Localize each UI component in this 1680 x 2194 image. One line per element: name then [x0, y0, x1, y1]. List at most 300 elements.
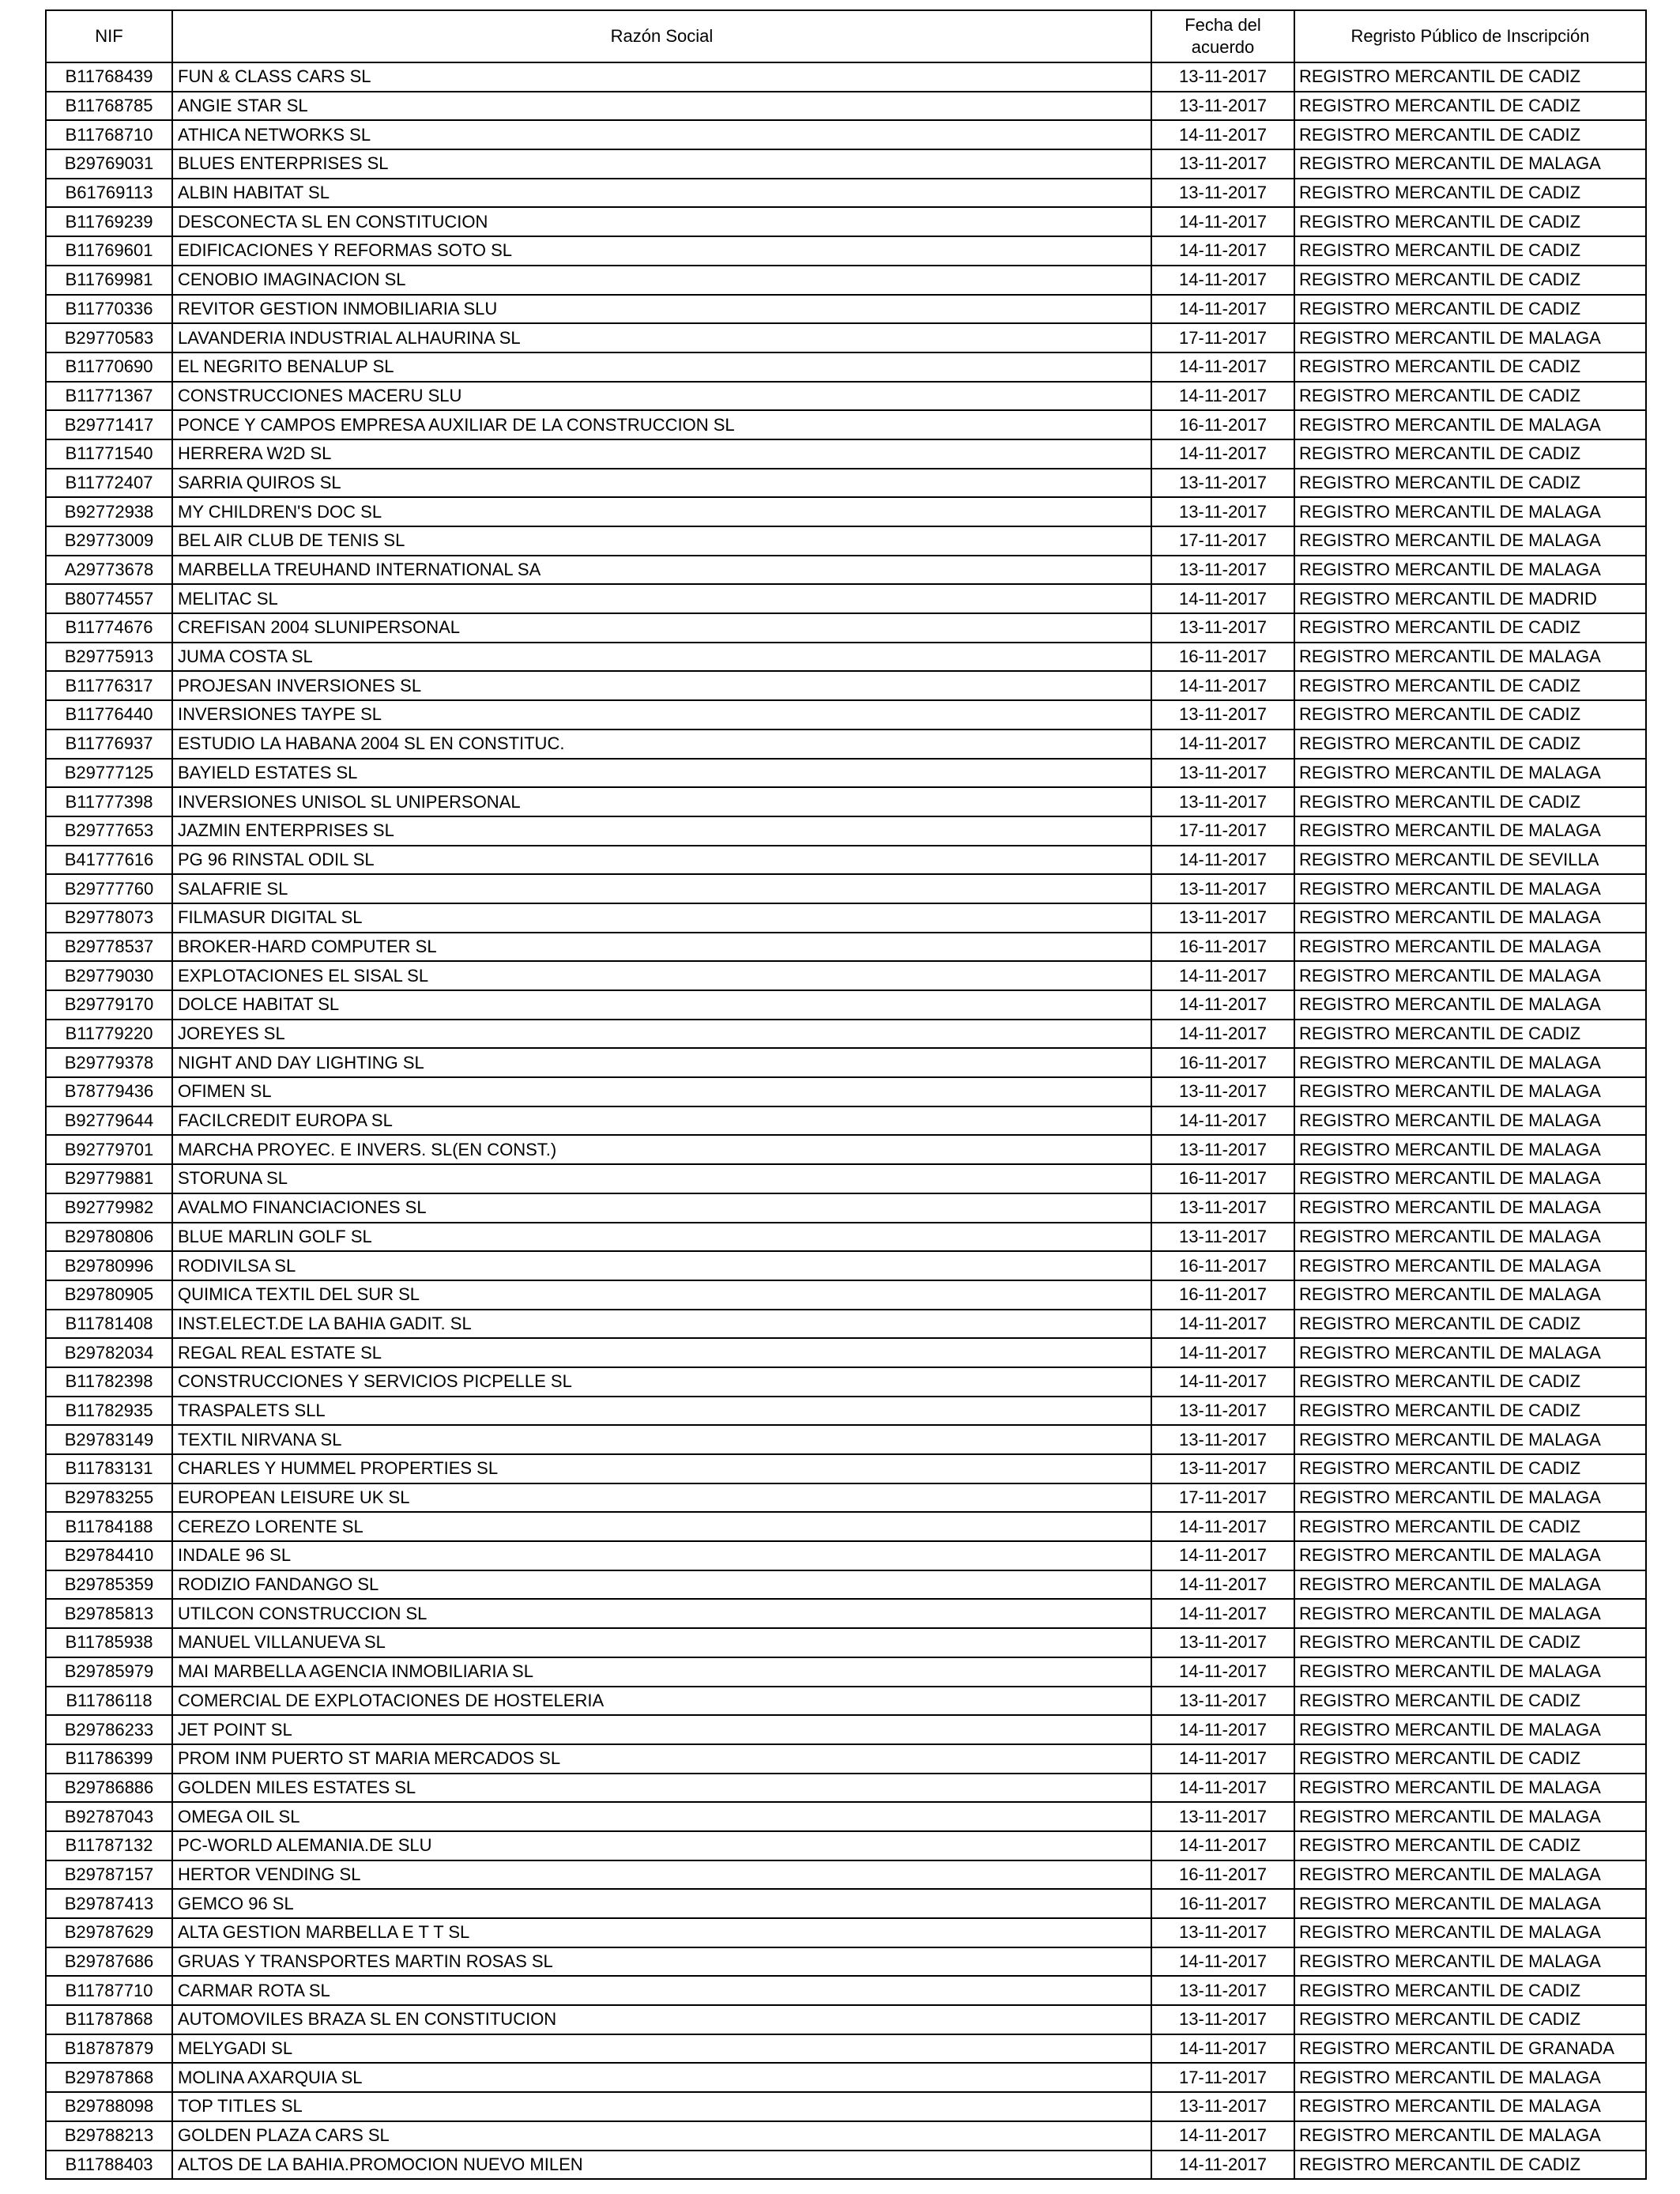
cell-nif: B29770583 — [46, 323, 172, 352]
cell-fecha: 13-11-2017 — [1151, 62, 1294, 92]
cell-nif: B11776317 — [46, 671, 172, 700]
cell-razon-social: SALAFRIE SL — [172, 874, 1151, 903]
cell-razon-social: PONCE Y CAMPOS EMPRESA AUXILIAR DE LA CONSTRUCCION SL — [172, 410, 1151, 439]
header-row — [46, 10, 1646, 62]
header-fecha-acuerdo: Fecha del acuerdo — [1151, 10, 1294, 62]
table-row — [46, 1715, 1646, 1744]
cell-razon-social: MY CHILDREN'S DOC SL — [172, 497, 1151, 526]
cell-registro: REGISTRO MERCANTIL DE MALAGA — [1294, 410, 1646, 439]
cell-razon-social: PC-WORLD ALEMANIA.DE SLU — [172, 1831, 1151, 1860]
cell-registro: REGISTRO MERCANTIL DE MALAGA — [1294, 1280, 1646, 1310]
table-row — [46, 1251, 1646, 1280]
cell-fecha: 14-11-2017 — [1151, 1367, 1294, 1397]
cell-registro: REGISTRO MERCANTIL DE MALAGA — [1294, 1802, 1646, 1831]
table-row — [46, 1454, 1646, 1483]
cell-razon-social: MELYGADI SL — [172, 2034, 1151, 2064]
table-row — [46, 1135, 1646, 1164]
table-row — [46, 382, 1646, 411]
cell-nif: B29784410 — [46, 1541, 172, 1570]
cell-razon-social: HERTOR VENDING SL — [172, 1860, 1151, 1890]
cell-razon-social: CONSTRUCCIONES Y SERVICIOS PICPELLE SL — [172, 1367, 1151, 1397]
cell-razon-social: TEXTIL NIRVANA SL — [172, 1425, 1151, 1454]
table-row — [46, 1425, 1646, 1454]
cell-registro: REGISTRO MERCANTIL DE CADIZ — [1294, 1454, 1646, 1483]
cell-registro: REGISTRO MERCANTIL DE CADIZ — [1294, 1512, 1646, 1541]
cell-registro: REGISTRO MERCANTIL DE MALAGA — [1294, 1657, 1646, 1687]
cell-registro: REGISTRO MERCANTIL DE CADIZ — [1294, 1310, 1646, 1339]
cell-registro: REGISTRO MERCANTIL DE CADIZ — [1294, 1744, 1646, 1774]
cell-nif: B11768785 — [46, 92, 172, 121]
cell-nif: B29779030 — [46, 961, 172, 990]
table-row — [46, 295, 1646, 324]
cell-razon-social: CENOBIO IMAGINACION SL — [172, 266, 1151, 295]
cell-razon-social: ALTOS DE LA BAHIA.PROMOCION NUEVO MILEN — [172, 2151, 1151, 2180]
cell-nif: B11781408 — [46, 1310, 172, 1339]
cell-nif: B11776937 — [46, 729, 172, 759]
table-row — [46, 410, 1646, 439]
table-row — [46, 787, 1646, 816]
cell-fecha: 14-11-2017 — [1151, 1715, 1294, 1744]
cell-nif: B29785359 — [46, 1570, 172, 1600]
cell-fecha: 16-11-2017 — [1151, 643, 1294, 672]
cell-fecha: 16-11-2017 — [1151, 1048, 1294, 1077]
cell-nif: B29777653 — [46, 816, 172, 846]
cell-razon-social: BLUE MARLIN GOLF SL — [172, 1223, 1151, 1252]
cell-nif: B29779881 — [46, 1164, 172, 1193]
cell-razon-social: AUTOMOVILES BRAZA SL EN CONSTITUCION — [172, 2005, 1151, 2034]
cell-registro: REGISTRO MERCANTIL DE CADIZ — [1294, 2151, 1646, 2180]
cell-nif: B11776440 — [46, 700, 172, 729]
cell-registro: REGISTRO MERCANTIL DE CADIZ — [1294, 1831, 1646, 1860]
cell-razon-social: OMEGA OIL SL — [172, 1802, 1151, 1831]
cell-registro: REGISTRO MERCANTIL DE CADIZ — [1294, 236, 1646, 266]
cell-razon-social: CREFISAN 2004 SLUNIPERSONAL — [172, 613, 1151, 643]
table-row — [46, 1048, 1646, 1077]
cell-registro: REGISTRO MERCANTIL DE MALAGA — [1294, 556, 1646, 585]
cell-fecha: 13-11-2017 — [1151, 1135, 1294, 1164]
table-row — [46, 1512, 1646, 1541]
cell-nif: B11787868 — [46, 2005, 172, 2034]
cell-razon-social: GOLDEN PLAZA CARS SL — [172, 2121, 1151, 2151]
cell-fecha: 14-11-2017 — [1151, 236, 1294, 266]
cell-fecha: 13-11-2017 — [1151, 497, 1294, 526]
cell-razon-social: MOLINA AXARQUIA SL — [172, 2063, 1151, 2092]
cell-razon-social: TOP TITLES SL — [172, 2092, 1151, 2121]
cell-fecha: 13-11-2017 — [1151, 1976, 1294, 2005]
table-row — [46, 1541, 1646, 1570]
cell-razon-social: BEL AIR CLUB DE TENIS SL — [172, 526, 1151, 556]
table-row — [46, 1947, 1646, 1977]
table-row — [46, 990, 1646, 1020]
cell-registro: REGISTRO MERCANTIL DE MALAGA — [1294, 1077, 1646, 1106]
cell-nif: B11784188 — [46, 1512, 172, 1541]
table-row — [46, 1976, 1646, 2005]
cell-fecha: 14-11-2017 — [1151, 729, 1294, 759]
cell-fecha: 13-11-2017 — [1151, 1454, 1294, 1483]
cell-razon-social: CONSTRUCCIONES MACERU SLU — [172, 382, 1151, 411]
cell-nif: B78779436 — [46, 1077, 172, 1106]
cell-registro: REGISTRO MERCANTIL DE MALAGA — [1294, 874, 1646, 903]
cell-fecha: 14-11-2017 — [1151, 1512, 1294, 1541]
table-row — [46, 2121, 1646, 2151]
cell-registro: REGISTRO MERCANTIL DE SEVILLA — [1294, 846, 1646, 875]
cell-registro: REGISTRO MERCANTIL DE CADIZ — [1294, 1628, 1646, 1657]
cell-fecha: 17-11-2017 — [1151, 323, 1294, 352]
cell-registro: REGISTRO MERCANTIL DE MALAGA — [1294, 1774, 1646, 1803]
table-row — [46, 2063, 1646, 2092]
cell-fecha: 17-11-2017 — [1151, 816, 1294, 846]
cell-razon-social: INST.ELECT.DE LA BAHIA GADIT. SL — [172, 1310, 1151, 1339]
cell-fecha: 14-11-2017 — [1151, 671, 1294, 700]
cell-registro: REGISTRO MERCANTIL DE MALAGA — [1294, 2121, 1646, 2151]
cell-nif: B11779220 — [46, 1020, 172, 1049]
cell-nif: B29786886 — [46, 1774, 172, 1803]
table-row — [46, 439, 1646, 469]
cell-nif: B29787629 — [46, 1918, 172, 1947]
cell-razon-social: GRUAS Y TRANSPORTES MARTIN ROSAS SL — [172, 1947, 1151, 1977]
cell-razon-social: JET POINT SL — [172, 1715, 1151, 1744]
cell-registro: REGISTRO MERCANTIL DE CADIZ — [1294, 120, 1646, 149]
cell-fecha: 13-11-2017 — [1151, 149, 1294, 179]
table-row — [46, 1570, 1646, 1600]
cell-fecha: 13-11-2017 — [1151, 92, 1294, 121]
table-row — [46, 2005, 1646, 2034]
table-row — [46, 1077, 1646, 1106]
table-row — [46, 1164, 1646, 1193]
table-row — [46, 352, 1646, 382]
cell-fecha: 13-11-2017 — [1151, 903, 1294, 933]
table-row — [46, 1106, 1646, 1136]
cell-registro: REGISTRO MERCANTIL DE MALAGA — [1294, 1135, 1646, 1164]
cell-fecha: 16-11-2017 — [1151, 1164, 1294, 1193]
cell-razon-social: HERRERA W2D SL — [172, 439, 1151, 469]
cell-nif: B29773009 — [46, 526, 172, 556]
cell-fecha: 14-11-2017 — [1151, 1310, 1294, 1339]
cell-fecha: 16-11-2017 — [1151, 1251, 1294, 1280]
cell-nif: B29788098 — [46, 2092, 172, 2121]
cell-registro: REGISTRO MERCANTIL DE CADIZ — [1294, 469, 1646, 498]
cell-nif: B11787132 — [46, 1831, 172, 1860]
cell-fecha: 17-11-2017 — [1151, 1483, 1294, 1513]
cell-registro: REGISTRO MERCANTIL DE MALAGA — [1294, 1106, 1646, 1136]
cell-fecha: 17-11-2017 — [1151, 2063, 1294, 2092]
cell-fecha: 14-11-2017 — [1151, 2121, 1294, 2151]
cell-registro: REGISTRO MERCANTIL DE CADIZ — [1294, 352, 1646, 382]
table-row — [46, 584, 1646, 613]
cell-razon-social: SARRIA QUIROS SL — [172, 469, 1151, 498]
table-row — [46, 643, 1646, 672]
cell-razon-social: FUN & CLASS CARS SL — [172, 62, 1151, 92]
cell-nif: B29787413 — [46, 1889, 172, 1918]
cell-nif: B29780996 — [46, 1251, 172, 1280]
cell-registro: REGISTRO MERCANTIL DE CADIZ — [1294, 207, 1646, 236]
cell-registro: REGISTRO MERCANTIL DE MALAGA — [1294, 1570, 1646, 1600]
cell-nif: B11787710 — [46, 1976, 172, 2005]
cell-nif: B11769981 — [46, 266, 172, 295]
cell-registro: REGISTRO MERCANTIL DE MALAGA — [1294, 1483, 1646, 1513]
cell-nif: B29787868 — [46, 2063, 172, 2092]
cell-razon-social: STORUNA SL — [172, 1164, 1151, 1193]
header-registro: Regristo Público de Inscripción — [1294, 10, 1646, 62]
cell-registro: REGISTRO MERCANTIL DE CADIZ — [1294, 439, 1646, 469]
table-row — [46, 556, 1646, 585]
table-row — [46, 236, 1646, 266]
cell-nif: B11771540 — [46, 439, 172, 469]
cell-fecha: 13-11-2017 — [1151, 1425, 1294, 1454]
cell-razon-social: MARBELLA TREUHAND INTERNATIONAL SA — [172, 556, 1151, 585]
cell-fecha: 13-11-2017 — [1151, 1223, 1294, 1252]
cell-razon-social: CEREZO LORENTE SL — [172, 1512, 1151, 1541]
cell-razon-social: EDIFICACIONES Y REFORMAS SOTO SL — [172, 236, 1151, 266]
cell-registro: REGISTRO MERCANTIL DE MADRID — [1294, 584, 1646, 613]
cell-fecha: 14-11-2017 — [1151, 1744, 1294, 1774]
table-row — [46, 497, 1646, 526]
cell-fecha: 14-11-2017 — [1151, 1831, 1294, 1860]
cell-nif: B11769239 — [46, 207, 172, 236]
table-row — [46, 1223, 1646, 1252]
cell-registro: REGISTRO MERCANTIL DE MALAGA — [1294, 1599, 1646, 1628]
company-registry-table — [45, 9, 1647, 2180]
cell-fecha: 13-11-2017 — [1151, 874, 1294, 903]
cell-registro: REGISTRO MERCANTIL DE CADIZ — [1294, 613, 1646, 643]
cell-razon-social: ANGIE STAR SL — [172, 92, 1151, 121]
table-row — [46, 729, 1646, 759]
cell-fecha: 16-11-2017 — [1151, 410, 1294, 439]
cell-razon-social: INDALE 96 SL — [172, 1541, 1151, 1570]
cell-nif: B11771367 — [46, 382, 172, 411]
cell-registro: REGISTRO MERCANTIL DE MALAGA — [1294, 1251, 1646, 1280]
cell-registro: REGISTRO MERCANTIL DE MALAGA — [1294, 1860, 1646, 1890]
cell-razon-social: CARMAR ROTA SL — [172, 1976, 1151, 2005]
cell-razon-social: MANUEL VILLANUEVA SL — [172, 1628, 1151, 1657]
cell-nif: B29771417 — [46, 410, 172, 439]
cell-fecha: 14-11-2017 — [1151, 2034, 1294, 2064]
cell-razon-social: TRASPALETS SLL — [172, 1397, 1151, 1426]
cell-razon-social: INVERSIONES UNISOL SL UNIPERSONAL — [172, 787, 1151, 816]
cell-registro: REGISTRO MERCANTIL DE CADIZ — [1294, 729, 1646, 759]
table-body — [46, 62, 1646, 2179]
table-row — [46, 207, 1646, 236]
table-row — [46, 1599, 1646, 1628]
cell-nif: B29783255 — [46, 1483, 172, 1513]
cell-fecha: 14-11-2017 — [1151, 352, 1294, 382]
cell-razon-social: INVERSIONES TAYPE SL — [172, 700, 1151, 729]
table-row — [46, 1657, 1646, 1687]
table-row — [46, 1397, 1646, 1426]
cell-nif: B11768710 — [46, 120, 172, 149]
cell-nif: B11786399 — [46, 1744, 172, 1774]
cell-razon-social: MELITAC SL — [172, 584, 1151, 613]
cell-fecha: 14-11-2017 — [1151, 1338, 1294, 1367]
cell-razon-social: ALTA GESTION MARBELLA E T T SL — [172, 1918, 1151, 1947]
cell-registro: REGISTRO MERCANTIL DE MALAGA — [1294, 643, 1646, 672]
cell-registro: REGISTRO MERCANTIL DE CADIZ — [1294, 1367, 1646, 1397]
table-row — [46, 1628, 1646, 1657]
cell-fecha: 14-11-2017 — [1151, 1657, 1294, 1687]
table-row — [46, 613, 1646, 643]
cell-razon-social: REGAL REAL ESTATE SL — [172, 1338, 1151, 1367]
cell-nif: B29780806 — [46, 1223, 172, 1252]
cell-razon-social: CHARLES Y HUMMEL PROPERTIES SL — [172, 1454, 1151, 1483]
cell-nif: B11770690 — [46, 352, 172, 382]
cell-registro: REGISTRO MERCANTIL DE MALAGA — [1294, 961, 1646, 990]
cell-nif: B92779701 — [46, 1135, 172, 1164]
cell-registro: REGISTRO MERCANTIL DE MALAGA — [1294, 759, 1646, 788]
cell-nif: B11782398 — [46, 1367, 172, 1397]
cell-razon-social: MAI MARBELLA AGENCIA INMOBILIARIA SL — [172, 1657, 1151, 1687]
cell-nif: B29788213 — [46, 2121, 172, 2151]
cell-fecha: 16-11-2017 — [1151, 933, 1294, 962]
table-row — [46, 1889, 1646, 1918]
cell-registro: REGISTRO MERCANTIL DE CADIZ — [1294, 1397, 1646, 1426]
cell-fecha: 14-11-2017 — [1151, 1541, 1294, 1570]
table-row — [46, 323, 1646, 352]
cell-razon-social: FACILCREDIT EUROPA SL — [172, 1106, 1151, 1136]
cell-fecha: 14-11-2017 — [1151, 584, 1294, 613]
cell-fecha: 16-11-2017 — [1151, 1889, 1294, 1918]
table-row — [46, 1918, 1646, 1947]
cell-registro: REGISTRO MERCANTIL DE CADIZ — [1294, 700, 1646, 729]
cell-registro: REGISTRO MERCANTIL DE CADIZ — [1294, 92, 1646, 121]
cell-nif: B92779982 — [46, 1193, 172, 1223]
cell-nif: A29773678 — [46, 556, 172, 585]
table-row — [46, 1831, 1646, 1860]
cell-nif: B11783131 — [46, 1454, 172, 1483]
cell-fecha: 14-11-2017 — [1151, 2151, 1294, 2180]
cell-nif: B29786233 — [46, 1715, 172, 1744]
cell-fecha: 17-11-2017 — [1151, 526, 1294, 556]
cell-registro: REGISTRO MERCANTIL DE MALAGA — [1294, 1164, 1646, 1193]
cell-razon-social: DOLCE HABITAT SL — [172, 990, 1151, 1020]
table-row — [46, 2034, 1646, 2064]
cell-razon-social: BAYIELD ESTATES SL — [172, 759, 1151, 788]
cell-registro: REGISTRO MERCANTIL DE CADIZ — [1294, 1976, 1646, 2005]
cell-fecha: 13-11-2017 — [1151, 1802, 1294, 1831]
table-row — [46, 1744, 1646, 1774]
cell-nif: B29785979 — [46, 1657, 172, 1687]
cell-registro: REGISTRO MERCANTIL DE MALAGA — [1294, 1715, 1646, 1744]
cell-razon-social: EL NEGRITO BENALUP SL — [172, 352, 1151, 382]
cell-razon-social: ATHICA NETWORKS SL — [172, 120, 1151, 149]
cell-fecha: 13-11-2017 — [1151, 613, 1294, 643]
table-row — [46, 1860, 1646, 1890]
cell-registro: REGISTRO MERCANTIL DE MALAGA — [1294, 149, 1646, 179]
cell-fecha: 14-11-2017 — [1151, 1106, 1294, 1136]
cell-razon-social: COMERCIAL DE EXPLOTACIONES DE HOSTELERIA — [172, 1687, 1151, 1716]
cell-fecha: 13-11-2017 — [1151, 1193, 1294, 1223]
table-row — [46, 903, 1646, 933]
cell-fecha: 14-11-2017 — [1151, 120, 1294, 149]
cell-registro: REGISTRO MERCANTIL DE MALAGA — [1294, 2063, 1646, 2092]
table-row — [46, 526, 1646, 556]
cell-nif: B80774557 — [46, 584, 172, 613]
cell-nif: B29782034 — [46, 1338, 172, 1367]
table-row — [46, 92, 1646, 121]
cell-registro: REGISTRO MERCANTIL DE MALAGA — [1294, 903, 1646, 933]
table-row — [46, 266, 1646, 295]
table-row — [46, 179, 1646, 208]
cell-nif: B11772407 — [46, 469, 172, 498]
table-row — [46, 1802, 1646, 1831]
cell-registro: REGISTRO MERCANTIL DE CADIZ — [1294, 382, 1646, 411]
table-row — [46, 933, 1646, 962]
table-row — [46, 1483, 1646, 1513]
cell-registro: REGISTRO MERCANTIL DE MALAGA — [1294, 933, 1646, 962]
cell-registro: REGISTRO MERCANTIL DE CADIZ — [1294, 266, 1646, 295]
cell-nif: B11786118 — [46, 1687, 172, 1716]
cell-registro: REGISTRO MERCANTIL DE CADIZ — [1294, 62, 1646, 92]
header-razon-social: Razón Social — [172, 10, 1151, 62]
cell-fecha: 14-11-2017 — [1151, 1020, 1294, 1049]
cell-registro: REGISTRO MERCANTIL DE MALAGA — [1294, 1918, 1646, 1947]
cell-razon-social: BLUES ENTERPRISES SL — [172, 149, 1151, 179]
cell-nif: B92772938 — [46, 497, 172, 526]
cell-fecha: 16-11-2017 — [1151, 1280, 1294, 1310]
cell-registro: REGISTRO MERCANTIL DE CADIZ — [1294, 787, 1646, 816]
cell-nif: B29787686 — [46, 1947, 172, 1977]
cell-nif: B29779378 — [46, 1048, 172, 1077]
cell-fecha: 14-11-2017 — [1151, 846, 1294, 875]
cell-nif: B11785938 — [46, 1628, 172, 1657]
cell-razon-social: UTILCON CONSTRUCCION SL — [172, 1599, 1151, 1628]
cell-registro: REGISTRO MERCANTIL DE CADIZ — [1294, 179, 1646, 208]
cell-nif: B29777125 — [46, 759, 172, 788]
cell-fecha: 14-11-2017 — [1151, 266, 1294, 295]
cell-razon-social: RODIVILSA SL — [172, 1251, 1151, 1280]
cell-registro: REGISTRO MERCANTIL DE CADIZ — [1294, 295, 1646, 324]
cell-razon-social: BROKER-HARD COMPUTER SL — [172, 933, 1151, 962]
cell-registro: REGISTRO MERCANTIL DE MALAGA — [1294, 990, 1646, 1020]
cell-registro: REGISTRO MERCANTIL DE MALAGA — [1294, 1338, 1646, 1367]
cell-razon-social: RODIZIO FANDANGO SL — [172, 1570, 1151, 1600]
cell-registro: REGISTRO MERCANTIL DE MALAGA — [1294, 1193, 1646, 1223]
cell-fecha: 14-11-2017 — [1151, 207, 1294, 236]
cell-fecha: 14-11-2017 — [1151, 961, 1294, 990]
cell-registro: REGISTRO MERCANTIL DE MALAGA — [1294, 1541, 1646, 1570]
cell-registro: REGISTRO MERCANTIL DE CADIZ — [1294, 2005, 1646, 2034]
cell-registro: REGISTRO MERCANTIL DE MALAGA — [1294, 526, 1646, 556]
table-row — [46, 62, 1646, 92]
cell-nif: B92787043 — [46, 1802, 172, 1831]
cell-nif: B29769031 — [46, 149, 172, 179]
header-nif: NIF — [46, 10, 172, 62]
cell-razon-social: PROM INM PUERTO ST MARIA MERCADOS SL — [172, 1744, 1151, 1774]
cell-razon-social: PROJESAN INVERSIONES SL — [172, 671, 1151, 700]
cell-nif: B61769113 — [46, 179, 172, 208]
cell-fecha: 13-11-2017 — [1151, 700, 1294, 729]
cell-registro: REGISTRO MERCANTIL DE MALAGA — [1294, 1223, 1646, 1252]
cell-razon-social: REVITOR GESTION INMOBILIARIA SLU — [172, 295, 1151, 324]
cell-registro: REGISTRO MERCANTIL DE MALAGA — [1294, 1048, 1646, 1077]
table-row — [46, 1020, 1646, 1049]
cell-fecha: 13-11-2017 — [1151, 1918, 1294, 1947]
cell-nif: B29777760 — [46, 874, 172, 903]
table-row — [46, 816, 1646, 846]
cell-fecha: 13-11-2017 — [1151, 1687, 1294, 1716]
cell-registro: REGISTRO MERCANTIL DE MALAGA — [1294, 816, 1646, 846]
cell-fecha: 13-11-2017 — [1151, 556, 1294, 585]
cell-fecha: 13-11-2017 — [1151, 759, 1294, 788]
cell-fecha: 13-11-2017 — [1151, 179, 1294, 208]
cell-nif: B29787157 — [46, 1860, 172, 1890]
cell-nif: B11782935 — [46, 1397, 172, 1426]
cell-razon-social: QUIMICA TEXTIL DEL SUR SL — [172, 1280, 1151, 1310]
cell-nif: B29785813 — [46, 1599, 172, 1628]
cell-razon-social: NIGHT AND DAY LIGHTING SL — [172, 1048, 1151, 1077]
cell-razon-social: ESTUDIO LA HABANA 2004 SL EN CONSTITUC. — [172, 729, 1151, 759]
cell-nif: B18787879 — [46, 2034, 172, 2064]
cell-fecha: 13-11-2017 — [1151, 2092, 1294, 2121]
